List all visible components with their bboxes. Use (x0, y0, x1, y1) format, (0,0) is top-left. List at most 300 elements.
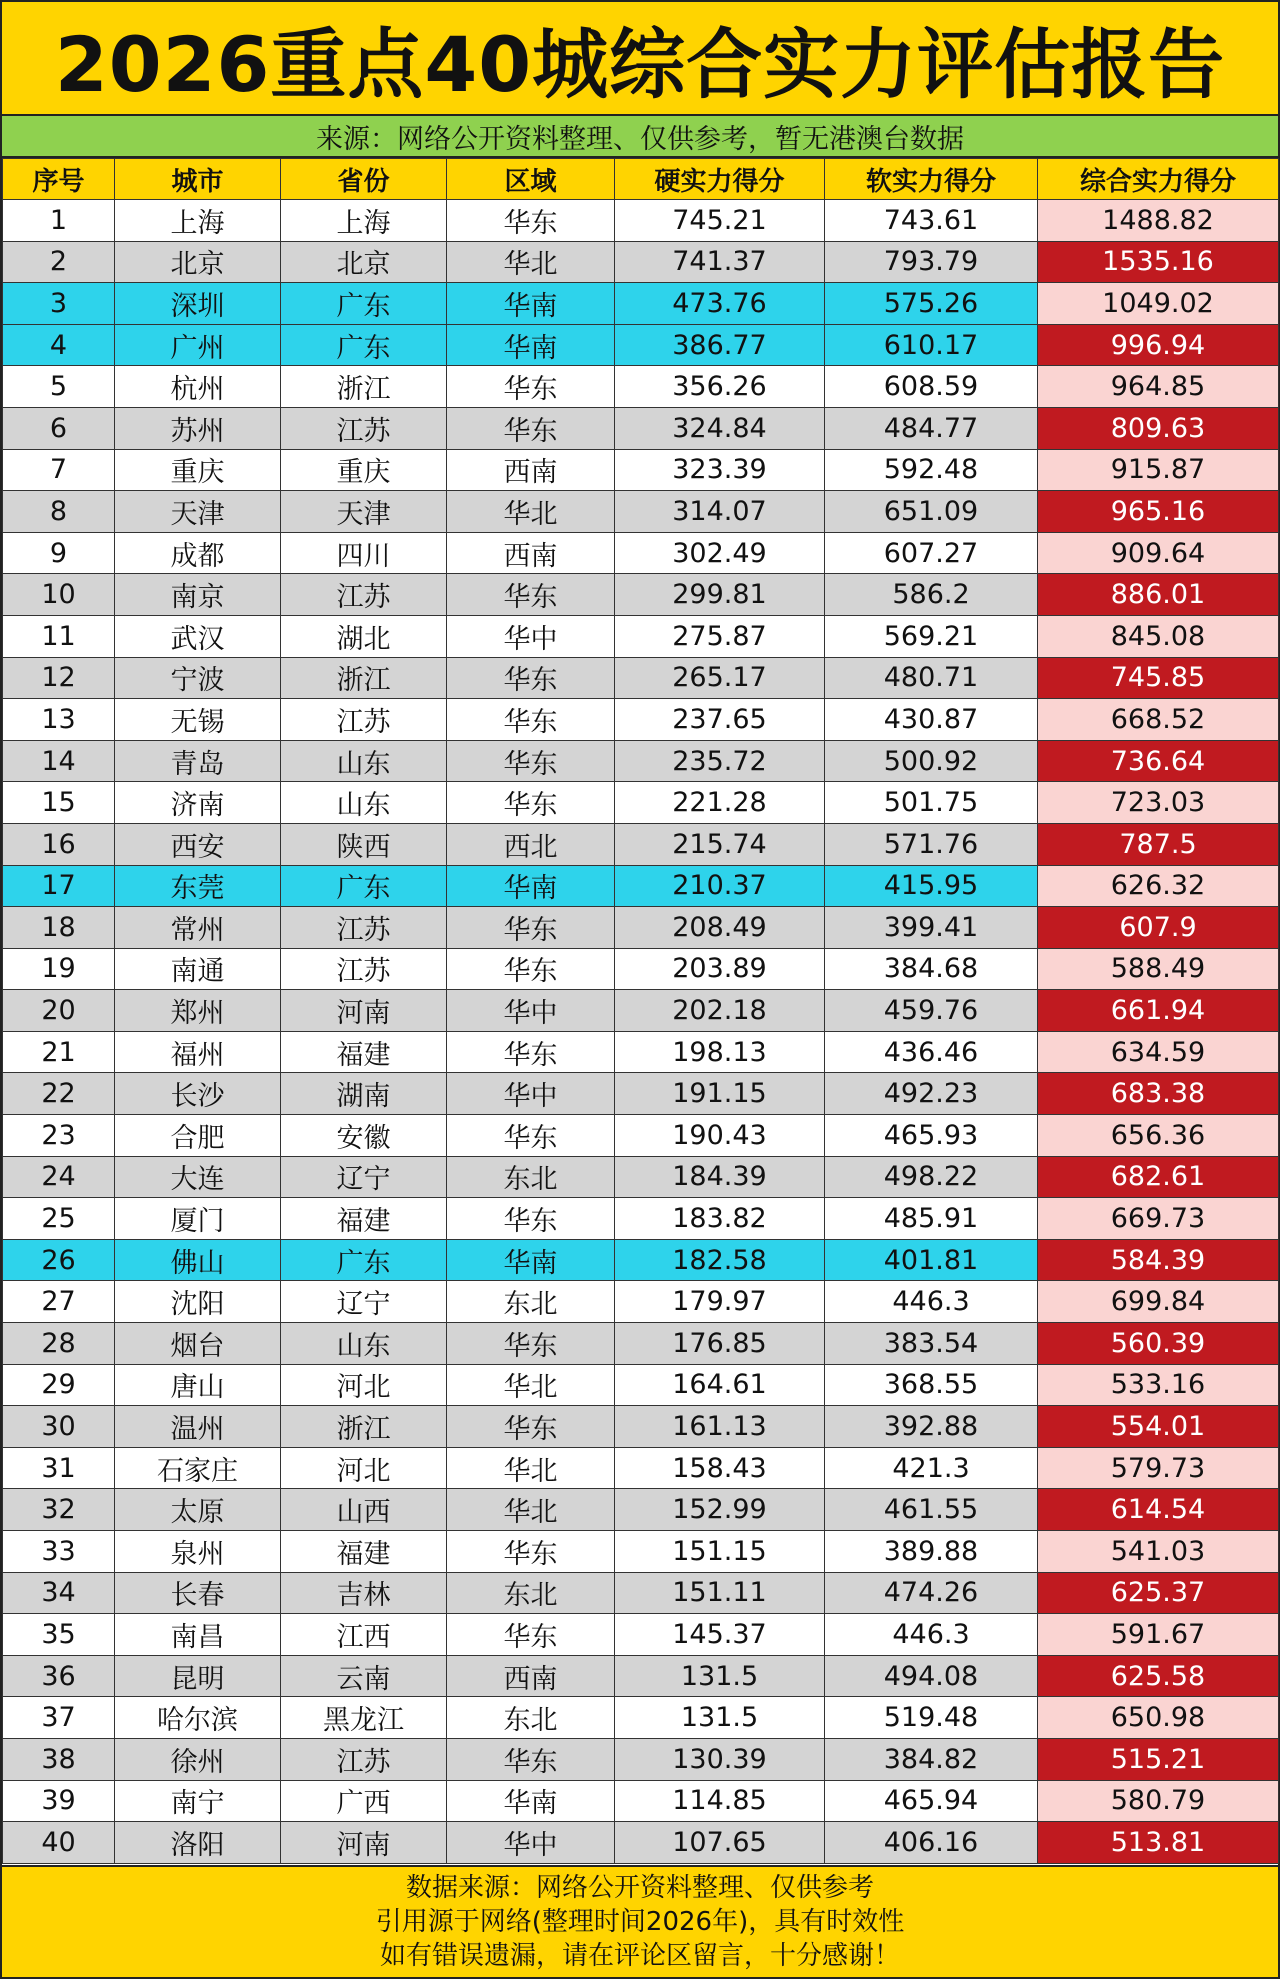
table-row (3, 407, 1279, 449)
cell-rank: 30 (3, 1406, 115, 1448)
cell-region: 华东 (447, 366, 615, 408)
cell-province: 广东 (281, 283, 447, 325)
table-row (3, 823, 1279, 865)
cell-hard-power: 356.26 (615, 366, 825, 408)
cell-city: 天津 (115, 491, 281, 533)
table-row (3, 532, 1279, 574)
cell-soft-power: 446.3 (825, 1281, 1038, 1323)
cell-city: 深圳 (115, 283, 281, 325)
cell-total-power: 669.73 (1038, 1198, 1279, 1240)
cell-city: 青岛 (115, 740, 281, 782)
cell-total-power: 634.59 (1038, 1031, 1279, 1073)
cell-city: 南通 (115, 948, 281, 990)
cell-city: 成都 (115, 532, 281, 574)
cell-soft-power: 608.59 (825, 366, 1038, 408)
cell-city: 温州 (115, 1406, 281, 1448)
table-row (3, 1323, 1279, 1365)
cell-province: 江苏 (281, 407, 447, 449)
cell-total-power: 915.87 (1038, 449, 1279, 491)
table-row (3, 1031, 1279, 1073)
table-row (3, 1572, 1279, 1614)
cell-total-power: 625.37 (1038, 1572, 1279, 1614)
table-row (3, 324, 1279, 366)
cell-soft-power: 461.55 (825, 1489, 1038, 1531)
cell-total-power: 699.84 (1038, 1281, 1279, 1323)
header-hard-power: 硬实力得分 (615, 159, 825, 200)
cell-total-power: 1535.16 (1038, 241, 1279, 283)
cell-hard-power: 208.49 (615, 907, 825, 949)
cell-hard-power: 182.58 (615, 1239, 825, 1281)
cell-hard-power: 235.72 (615, 740, 825, 782)
cell-total-power: 683.38 (1038, 1073, 1279, 1115)
table-row (3, 1281, 1279, 1323)
cell-hard-power: 265.17 (615, 657, 825, 699)
cell-hard-power: 158.43 (615, 1447, 825, 1489)
cell-province: 辽宁 (281, 1156, 447, 1198)
cell-region: 西北 (447, 823, 615, 865)
cell-region: 西南 (447, 449, 615, 491)
cell-province: 江苏 (281, 574, 447, 616)
cell-rank: 14 (3, 740, 115, 782)
cell-city: 西安 (115, 823, 281, 865)
cell-rank: 20 (3, 990, 115, 1032)
cell-soft-power: 399.41 (825, 907, 1038, 949)
cell-region: 华北 (447, 241, 615, 283)
cell-city: 大连 (115, 1156, 281, 1198)
cell-province: 山东 (281, 782, 447, 824)
cell-total-power: 909.64 (1038, 532, 1279, 574)
cell-hard-power: 161.13 (615, 1406, 825, 1448)
cell-soft-power: 392.88 (825, 1406, 1038, 1448)
table-row (3, 1614, 1279, 1656)
footer-notes (2, 1865, 1278, 1977)
cell-soft-power: 485.91 (825, 1198, 1038, 1240)
table-row (3, 782, 1279, 824)
cell-total-power: 682.61 (1038, 1156, 1279, 1198)
cell-region: 华南 (447, 865, 615, 907)
table-row (3, 1489, 1279, 1531)
cell-hard-power: 183.82 (615, 1198, 825, 1240)
source-subtitle: 来源：网络公开资料整理、仅供参考，暂无港澳台数据 (2, 116, 1278, 158)
table-row (3, 1655, 1279, 1697)
cell-province: 山东 (281, 740, 447, 782)
cell-city: 杭州 (115, 366, 281, 408)
cell-region: 华中 (447, 1822, 615, 1864)
table-row (3, 990, 1279, 1032)
cell-region: 华东 (447, 407, 615, 449)
header-total-power: 综合实力得分 (1038, 159, 1279, 200)
table-row (3, 241, 1279, 283)
cell-region: 华东 (447, 907, 615, 949)
cell-city: 重庆 (115, 449, 281, 491)
cell-hard-power: 314.07 (615, 491, 825, 533)
cell-rank: 3 (3, 283, 115, 325)
cell-total-power: 965.16 (1038, 491, 1279, 533)
cell-hard-power: 114.85 (615, 1780, 825, 1822)
cell-hard-power: 210.37 (615, 865, 825, 907)
cell-total-power: 1049.02 (1038, 283, 1279, 325)
cell-soft-power: 592.48 (825, 449, 1038, 491)
cell-hard-power: 130.39 (615, 1738, 825, 1780)
cell-region: 华东 (447, 1198, 615, 1240)
cell-hard-power: 179.97 (615, 1281, 825, 1323)
cell-hard-power: 473.76 (615, 283, 825, 325)
cell-city: 东莞 (115, 865, 281, 907)
cell-total-power: 607.9 (1038, 907, 1279, 949)
cell-region: 华南 (447, 324, 615, 366)
cell-province: 广西 (281, 1780, 447, 1822)
footer-line-source: 数据来源：网络公开资料整理、仅供参考 (405, 1873, 874, 1903)
cell-region: 华东 (447, 782, 615, 824)
cell-city: 沈阳 (115, 1281, 281, 1323)
cell-hard-power: 151.15 (615, 1531, 825, 1573)
cell-region: 西南 (447, 1655, 615, 1697)
cell-rank: 25 (3, 1198, 115, 1240)
cell-province: 江西 (281, 1614, 447, 1656)
cell-soft-power: 446.3 (825, 1614, 1038, 1656)
cell-hard-power: 190.43 (615, 1115, 825, 1157)
table-row (3, 366, 1279, 408)
cell-city: 南京 (115, 574, 281, 616)
cell-soft-power: 430.87 (825, 699, 1038, 741)
cell-province: 广东 (281, 324, 447, 366)
cell-rank: 27 (3, 1281, 115, 1323)
cell-city: 广州 (115, 324, 281, 366)
cell-total-power: 560.39 (1038, 1323, 1279, 1365)
cell-rank: 21 (3, 1031, 115, 1073)
cell-hard-power: 131.5 (615, 1697, 825, 1739)
cell-total-power: 996.94 (1038, 324, 1279, 366)
cell-rank: 23 (3, 1115, 115, 1157)
table-row (3, 699, 1279, 741)
cell-province: 广东 (281, 1239, 447, 1281)
cell-soft-power: 474.26 (825, 1572, 1038, 1614)
cell-region: 华东 (447, 657, 615, 699)
header-city: 城市 (115, 159, 281, 200)
table-row (3, 1738, 1279, 1780)
cell-hard-power: 145.37 (615, 1614, 825, 1656)
cell-hard-power: 299.81 (615, 574, 825, 616)
cell-hard-power: 131.5 (615, 1655, 825, 1697)
cell-rank: 19 (3, 948, 115, 990)
table-row (3, 740, 1279, 782)
cell-province: 河南 (281, 990, 447, 1032)
cell-hard-power: 215.74 (615, 823, 825, 865)
cell-total-power: 588.49 (1038, 948, 1279, 990)
cell-soft-power: 492.23 (825, 1073, 1038, 1115)
cell-rank: 22 (3, 1073, 115, 1115)
table-row (3, 907, 1279, 949)
cell-soft-power: 415.95 (825, 865, 1038, 907)
cell-region: 华北 (447, 491, 615, 533)
cell-soft-power: 575.26 (825, 283, 1038, 325)
cell-province: 辽宁 (281, 1281, 447, 1323)
cell-province: 重庆 (281, 449, 447, 491)
cell-province: 河北 (281, 1364, 447, 1406)
cell-soft-power: 480.71 (825, 657, 1038, 699)
cell-region: 华东 (447, 1115, 615, 1157)
cell-city: 南宁 (115, 1780, 281, 1822)
header-rank: 序号 (3, 159, 115, 200)
cell-region: 华北 (447, 1489, 615, 1531)
cell-rank: 40 (3, 1822, 115, 1864)
cell-total-power: 626.32 (1038, 865, 1279, 907)
cell-soft-power: 793.79 (825, 241, 1038, 283)
cell-rank: 10 (3, 574, 115, 616)
cell-soft-power: 607.27 (825, 532, 1038, 574)
cell-city: 泉州 (115, 1531, 281, 1573)
cell-soft-power: 519.48 (825, 1697, 1038, 1739)
cell-hard-power: 745.21 (615, 200, 825, 242)
cell-city: 佛山 (115, 1239, 281, 1281)
table-row (3, 283, 1279, 325)
table-body (3, 200, 1279, 1864)
cell-hard-power: 151.11 (615, 1572, 825, 1614)
cell-rank: 15 (3, 782, 115, 824)
cell-region: 东北 (447, 1697, 615, 1739)
cell-total-power: 625.58 (1038, 1655, 1279, 1697)
header-region: 区域 (447, 159, 615, 200)
cell-province: 湖北 (281, 615, 447, 657)
cell-rank: 18 (3, 907, 115, 949)
cell-city: 石家庄 (115, 1447, 281, 1489)
cell-rank: 1 (3, 200, 115, 242)
cell-region: 华南 (447, 1780, 615, 1822)
footer-line-feedback: 如有错误遗漏，请在评论区留言，十分感谢！ (379, 1941, 900, 1971)
cell-hard-power: 203.89 (615, 948, 825, 990)
header-soft-power: 软实力得分 (825, 159, 1038, 200)
cell-hard-power: 191.15 (615, 1073, 825, 1115)
cell-soft-power: 383.54 (825, 1323, 1038, 1365)
cell-city: 宁波 (115, 657, 281, 699)
cell-region: 华北 (447, 1364, 615, 1406)
cell-province: 江苏 (281, 699, 447, 741)
cell-rank: 37 (3, 1697, 115, 1739)
cell-city: 合肥 (115, 1115, 281, 1157)
cell-soft-power: 743.61 (825, 200, 1038, 242)
cell-province: 浙江 (281, 366, 447, 408)
cell-province: 河南 (281, 1822, 447, 1864)
cell-hard-power: 164.61 (615, 1364, 825, 1406)
cell-total-power: 554.01 (1038, 1406, 1279, 1448)
city-ranking-table (2, 158, 1279, 1864)
cell-soft-power: 484.77 (825, 407, 1038, 449)
cell-rank: 32 (3, 1489, 115, 1531)
cell-rank: 33 (3, 1531, 115, 1573)
cell-city: 徐州 (115, 1738, 281, 1780)
cell-total-power: 668.52 (1038, 699, 1279, 741)
cell-region: 华东 (447, 740, 615, 782)
table-row (3, 615, 1279, 657)
cell-hard-power: 107.65 (615, 1822, 825, 1864)
cell-soft-power: 498.22 (825, 1156, 1038, 1198)
cell-rank: 6 (3, 407, 115, 449)
cell-soft-power: 436.46 (825, 1031, 1038, 1073)
cell-city: 洛阳 (115, 1822, 281, 1864)
table-row (3, 1198, 1279, 1240)
cell-total-power: 1488.82 (1038, 200, 1279, 242)
table-row (3, 948, 1279, 990)
cell-city: 厦门 (115, 1198, 281, 1240)
cell-total-power: 533.16 (1038, 1364, 1279, 1406)
cell-region: 华东 (447, 200, 615, 242)
cell-province: 云南 (281, 1655, 447, 1697)
cell-total-power: 745.85 (1038, 657, 1279, 699)
table-row (3, 1447, 1279, 1489)
cell-total-power: 584.39 (1038, 1239, 1279, 1281)
cell-soft-power: 389.88 (825, 1531, 1038, 1573)
table-row (3, 1073, 1279, 1115)
cell-rank: 2 (3, 241, 115, 283)
cell-soft-power: 465.94 (825, 1780, 1038, 1822)
cell-region: 华中 (447, 615, 615, 657)
cell-region: 华东 (447, 948, 615, 990)
cell-city: 长沙 (115, 1073, 281, 1115)
cell-hard-power: 176.85 (615, 1323, 825, 1365)
cell-region: 华东 (447, 1531, 615, 1573)
footer-line-time: 引用源于网络(整理时间2026年)，具有时效性 (375, 1907, 905, 1937)
cell-hard-power: 275.87 (615, 615, 825, 657)
table-row (3, 1531, 1279, 1573)
table-row (3, 1822, 1279, 1864)
table-row (3, 865, 1279, 907)
cell-rank: 26 (3, 1239, 115, 1281)
cell-hard-power: 302.49 (615, 532, 825, 574)
cell-region: 华东 (447, 1323, 615, 1365)
cell-soft-power: 421.3 (825, 1447, 1038, 1489)
table-row (3, 1406, 1279, 1448)
cell-total-power: 661.94 (1038, 990, 1279, 1032)
cell-city: 哈尔滨 (115, 1697, 281, 1739)
cell-soft-power: 586.2 (825, 574, 1038, 616)
cell-total-power: 787.5 (1038, 823, 1279, 865)
cell-soft-power: 569.21 (825, 615, 1038, 657)
cell-city: 济南 (115, 782, 281, 824)
cell-city: 武汉 (115, 615, 281, 657)
cell-rank: 39 (3, 1780, 115, 1822)
cell-region: 东北 (447, 1156, 615, 1198)
cell-rank: 12 (3, 657, 115, 699)
cell-province: 江苏 (281, 1738, 447, 1780)
cell-hard-power: 324.84 (615, 407, 825, 449)
cell-soft-power: 465.93 (825, 1115, 1038, 1157)
cell-rank: 16 (3, 823, 115, 865)
cell-province: 黑龙江 (281, 1697, 447, 1739)
cell-rank: 7 (3, 449, 115, 491)
cell-rank: 36 (3, 1655, 115, 1697)
cell-province: 天津 (281, 491, 447, 533)
cell-hard-power: 152.99 (615, 1489, 825, 1531)
cell-region: 华东 (447, 574, 615, 616)
cell-province: 山西 (281, 1489, 447, 1531)
cell-province: 福建 (281, 1198, 447, 1240)
cell-total-power: 886.01 (1038, 574, 1279, 616)
cell-soft-power: 501.75 (825, 782, 1038, 824)
cell-province: 江苏 (281, 907, 447, 949)
cell-city: 太原 (115, 1489, 281, 1531)
cell-province: 陕西 (281, 823, 447, 865)
cell-province: 北京 (281, 241, 447, 283)
cell-total-power: 515.21 (1038, 1738, 1279, 1780)
table-row (3, 1115, 1279, 1157)
cell-province: 吉林 (281, 1572, 447, 1614)
cell-rank: 24 (3, 1156, 115, 1198)
cell-city: 苏州 (115, 407, 281, 449)
table-row (3, 449, 1279, 491)
cell-region: 华东 (447, 699, 615, 741)
cell-province: 广东 (281, 865, 447, 907)
cell-soft-power: 384.82 (825, 1738, 1038, 1780)
cell-province: 浙江 (281, 657, 447, 699)
cell-rank: 34 (3, 1572, 115, 1614)
cell-rank: 17 (3, 865, 115, 907)
cell-city: 常州 (115, 907, 281, 949)
cell-total-power: 541.03 (1038, 1531, 1279, 1573)
cell-city: 郑州 (115, 990, 281, 1032)
cell-soft-power: 384.68 (825, 948, 1038, 990)
cell-total-power: 964.85 (1038, 366, 1279, 408)
table-row (3, 1364, 1279, 1406)
cell-city: 上海 (115, 200, 281, 242)
cell-city: 福州 (115, 1031, 281, 1073)
cell-region: 西南 (447, 532, 615, 574)
cell-soft-power: 494.08 (825, 1655, 1038, 1697)
table-row (3, 574, 1279, 616)
cell-soft-power: 459.76 (825, 990, 1038, 1032)
table-row (3, 1156, 1279, 1198)
cell-province: 江苏 (281, 948, 447, 990)
cell-region: 东北 (447, 1281, 615, 1323)
cell-province: 福建 (281, 1531, 447, 1573)
cell-city: 无锡 (115, 699, 281, 741)
cell-city: 唐山 (115, 1364, 281, 1406)
cell-soft-power: 571.76 (825, 823, 1038, 865)
cell-province: 河北 (281, 1447, 447, 1489)
cell-city: 烟台 (115, 1323, 281, 1365)
cell-region: 华南 (447, 1239, 615, 1281)
cell-rank: 11 (3, 615, 115, 657)
cell-soft-power: 368.55 (825, 1364, 1038, 1406)
cell-city: 南昌 (115, 1614, 281, 1656)
table-row (3, 491, 1279, 533)
table-row (3, 1780, 1279, 1822)
cell-soft-power: 610.17 (825, 324, 1038, 366)
cell-soft-power: 406.16 (825, 1822, 1038, 1864)
cell-total-power: 513.81 (1038, 1822, 1279, 1864)
cell-province: 山东 (281, 1323, 447, 1365)
cell-hard-power: 184.39 (615, 1156, 825, 1198)
cell-total-power: 579.73 (1038, 1447, 1279, 1489)
cell-province: 福建 (281, 1031, 447, 1073)
cell-total-power: 723.03 (1038, 782, 1279, 824)
cell-total-power: 614.54 (1038, 1489, 1279, 1531)
table-header-row (3, 159, 1279, 200)
table-row (3, 1239, 1279, 1281)
cell-hard-power: 323.39 (615, 449, 825, 491)
cell-rank: 28 (3, 1323, 115, 1365)
cell-region: 华中 (447, 1073, 615, 1115)
cell-total-power: 736.64 (1038, 740, 1279, 782)
cell-soft-power: 500.92 (825, 740, 1038, 782)
cell-soft-power: 401.81 (825, 1239, 1038, 1281)
cell-region: 华北 (447, 1447, 615, 1489)
cell-region: 华东 (447, 1031, 615, 1073)
cell-province: 湖南 (281, 1073, 447, 1115)
cell-total-power: 650.98 (1038, 1697, 1279, 1739)
table-row (3, 1697, 1279, 1739)
cell-region: 华东 (447, 1406, 615, 1448)
cell-province: 安徽 (281, 1115, 447, 1157)
